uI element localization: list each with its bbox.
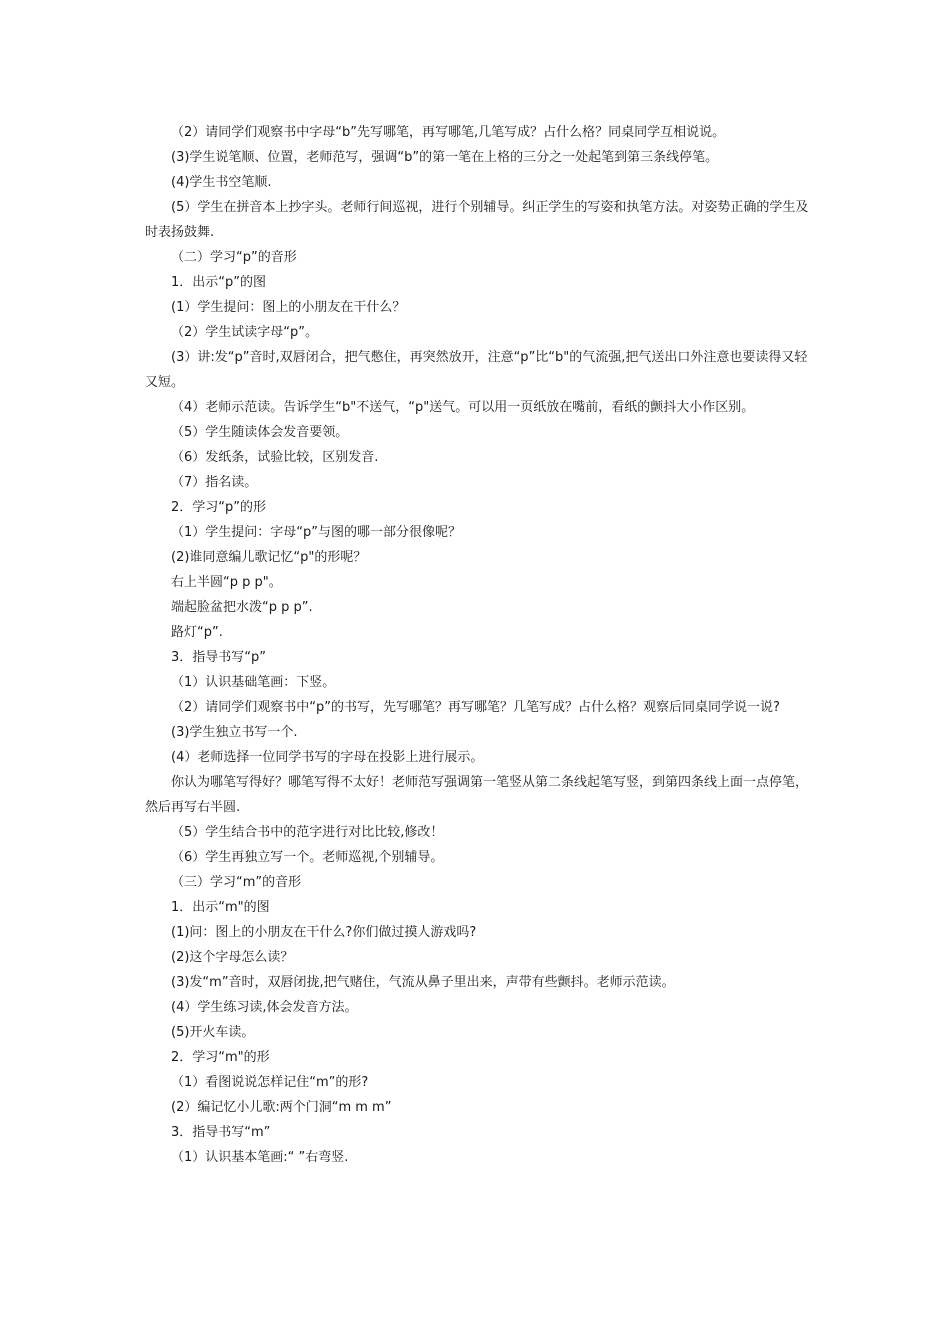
paragraph: （1）看图说说怎样记住“m”的形? xyxy=(171,1075,369,1090)
paragraph: (3)学生说笔顺、位置，老师范写，强调“b”的第一笔在上格的三分之一处起笔到第三条线停笔。 xyxy=(171,150,719,165)
paragraph: 路灯“p”. xyxy=(171,625,223,640)
paragraph: （2）请同学们观察书中字母“b”先写哪笔，再写哪笔,几笔写成？占什么格？同桌同学互相说说。 xyxy=(171,125,726,140)
paragraph: (4）老师选择一位同学书写的字母在投影上进行展示。 xyxy=(171,750,484,765)
paragraph: (2)这个字母怎么读？ xyxy=(171,950,294,965)
document-body xyxy=(145,120,810,1170)
paragraph: （6）学生再独立写一个。老师巡视,个别辅导。 xyxy=(171,850,444,865)
paragraph: 2．学习“p”的形 xyxy=(171,500,266,515)
section-heading: （二）学习“p”的音形 xyxy=(171,250,297,265)
paragraph: (2)谁同意编儿歌记忆“p"的形呢？ xyxy=(171,550,367,565)
paragraph: 3．指导书写“m” xyxy=(171,1125,271,1140)
paragraph: (5)开火车读。 xyxy=(171,1025,255,1040)
paragraph: （5）学生随读体会发音要领。 xyxy=(171,425,349,440)
paragraph: 3．指导书写“p” xyxy=(171,650,266,665)
paragraph: (4）学生练习读,体会发音方法。 xyxy=(171,1000,358,1015)
paragraph: 2．学习“m"的形 xyxy=(171,1050,270,1065)
paragraph: （2）请同学们观察书中“p”的书写，先写哪笔？再写哪笔？几笔写成？占什么格？观察后同桌同学说一说? xyxy=(171,700,780,715)
paragraph: 1．出示“m"的图 xyxy=(171,900,270,915)
paragraph: (2）编记忆小儿歌:两个门洞“m m m” xyxy=(171,1100,392,1115)
paragraph: (1）学生提问：图上的小朋友在干什么？ xyxy=(171,300,406,315)
section-heading: （三）学习“m”的音形 xyxy=(171,875,302,890)
paragraph: （4）老师示范读。告诉学生“b"不送气，“p"送气。可以用一页纸放在嘴前，看纸的颤抖大小作区别。 xyxy=(171,400,755,415)
paragraph: (1)问：图上的小朋友在干什么?你们做过摸人游戏吗? xyxy=(171,925,477,940)
paragraph: (5）学生在拼音本上抄字头。老师行间巡视，进行个别辅导。纠正学生的写姿和执笔方法。对姿势正确的学生及时表扬鼓舞. xyxy=(145,200,809,240)
paragraph: （1）学生提问：字母“p”与图的哪一部分很像呢？ xyxy=(171,525,461,540)
paragraph: (3)发“m”音时，双唇闭拢,把气赌住，气流从鼻子里出来，声带有些颤抖。老师示范读。 xyxy=(171,975,675,990)
paragraph: （5）学生结合书中的范字进行对比比较,修改！ xyxy=(171,825,444,840)
paragraph: （1）认识基本笔画:“ ”右弯竖. xyxy=(171,1150,349,1165)
paragraph: （7）指名读。 xyxy=(171,475,258,490)
paragraph: (3）讲:发“p”音时,双唇闭合，把气憋住，再突然放开，注意“p”比“b"的气流强,把气送出口外注意也要读得又轻又短。 xyxy=(145,350,808,390)
paragraph: (3)学生独立书写一个. xyxy=(171,725,298,740)
paragraph: （2）学生试读字母“p”。 xyxy=(171,325,318,340)
paragraph: 你认为哪笔写得好？哪笔写得不太好！老师范写强调第一笔竖从第二条线起笔写竖，到第四条线上面一点停笔，然后再写右半圆. xyxy=(145,775,809,815)
paragraph: 右上半圆“p p p"。 xyxy=(171,575,282,590)
paragraph: 1．出示“p”的图 xyxy=(171,275,266,290)
paragraph: （1）认识基础笔画：下竖。 xyxy=(171,675,336,690)
paragraph: 端起脸盆把水泼“p p p”. xyxy=(171,600,313,615)
paragraph: (4)学生书空笔顺. xyxy=(171,175,272,190)
paragraph: （6）发纸条，试验比较，区别发音. xyxy=(171,450,379,465)
